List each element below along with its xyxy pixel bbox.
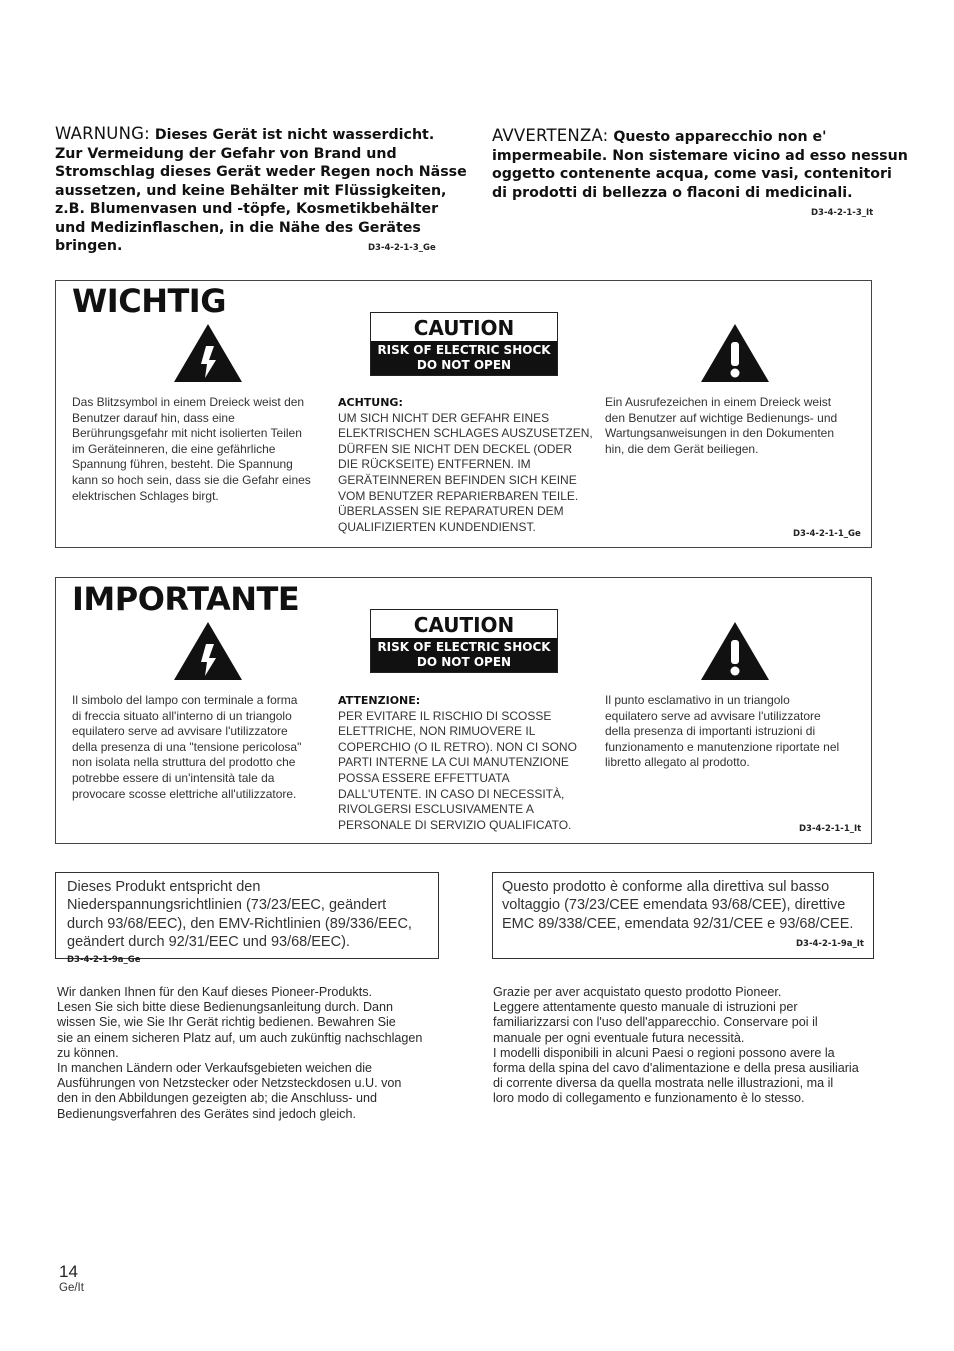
text-line: manuale per ogni eventuale futura necessità. bbox=[493, 1030, 745, 1045]
italian-warning-line: impermeabile. Non sistemare vicino ad esso nessun bbox=[492, 147, 908, 164]
text-line: RIVOLGERSI ESCLUSIVAMENTE A bbox=[338, 802, 534, 817]
exclamation-warning-icon bbox=[699, 322, 771, 384]
german-warning-code: D3-4-2-1-3_Ge bbox=[368, 243, 436, 253]
german-warning-line: und Medizinflaschen, in die Nähe des Gerätes bbox=[55, 219, 421, 236]
text-line: sie an einem sicheren Platz auf, um auch zukünftig nachschlagen bbox=[57, 1030, 423, 1045]
german-warning-line: z.B. Blumenvasen und -töpfe, Kosmetikbehälter bbox=[55, 201, 439, 217]
text-line: Ein Ausrufezeichen in einem Dreieck weist bbox=[605, 395, 832, 409]
italian-conformity-code: D3-4-2-1-9a_It bbox=[796, 939, 864, 949]
text-line: Leggere attentamente questo manuale di istruzioni per bbox=[493, 1000, 798, 1015]
lightning-warning-icon bbox=[172, 620, 244, 682]
wichtig-caution-label bbox=[370, 312, 558, 376]
page-language: Ge/It bbox=[59, 1282, 84, 1294]
text-line: hin, die dem Gerät beiliegen. bbox=[605, 441, 759, 456]
italian-warning-line: oggetto contenente acqua, come vasi, contenitori bbox=[492, 166, 892, 182]
text-line: Questo prodotto è conforme alla direttiva sul basso bbox=[502, 879, 830, 895]
text-line: QUALIFIZIERTEN KUNDENDIENST. bbox=[338, 519, 536, 534]
text-line: Bedienungsverfahren des Gerätes sind jedoch gleich. bbox=[57, 1106, 356, 1121]
text-line: potrebbe essere di un'intensità tale da bbox=[72, 770, 275, 785]
text-line: Niederspannungsrichtlinien (73/23/EEC, geändert bbox=[67, 897, 387, 914]
text-line: DÜRFEN SIE NICHT DEN DECKEL (ODER bbox=[338, 441, 573, 456]
text-line: COPERCHIO (O IL RETRO). NON CI SONO bbox=[338, 739, 577, 754]
german-warning-line: Zur Vermeidung der Gefahr von Brand und bbox=[55, 145, 397, 162]
importante-caution-label bbox=[370, 609, 558, 673]
text-line: ELETTRICHE, NON RIMUOVERE IL bbox=[338, 724, 536, 739]
italian-warning-code: D3-4-2-1-3_It bbox=[811, 208, 874, 218]
caution-line: DO NOT OPEN bbox=[416, 358, 512, 372]
wichtig-code: D3-4-2-1-1_Ge bbox=[793, 529, 861, 539]
lightning-warning-icon bbox=[172, 322, 244, 384]
text-line: familiarizzarsi con l'uso dell'apparecchio. Conservare poi il bbox=[493, 1015, 818, 1030]
text-line: im Geräteinneren, die eine gefährliche bbox=[72, 441, 276, 456]
text-line: PARTI INTERNE LA CUI MANUTENZIONE bbox=[338, 755, 569, 770]
text-line: Wir danken Ihnen für den Kauf dieses Pioneer-Produkts. bbox=[57, 985, 373, 999]
german-warning bbox=[55, 124, 467, 256]
text-line: forma della spina del cavo d'alimentazione e della presa ausiliaria bbox=[493, 1061, 859, 1076]
german-warning-line: Dieses Gerät ist nicht wasserdicht. bbox=[154, 127, 435, 143]
caution-line: RISK OF ELECTRIC SHOCK bbox=[377, 343, 551, 357]
attenzione-heading: ATTENZIONE: bbox=[338, 694, 421, 707]
text-line: voltaggio (73/23/CEE emendata 93/68/CEE), direttive bbox=[502, 897, 846, 914]
text-line: Il simbolo del lampo con terminale a forma bbox=[72, 693, 298, 707]
text-line: Benutzer darauf hin, dass eine bbox=[72, 410, 235, 425]
italian-warning-heading: AVVERTENZA: bbox=[492, 126, 609, 145]
text-line: GERÄTEINNEREN BEFINDEN SICH KEINE bbox=[338, 472, 577, 487]
text-line: kann so hoch sein, dass sie die Gefahr eines bbox=[72, 472, 311, 487]
text-line: di corrente diversa da quella mostrata nelle illustrazioni, ma il bbox=[493, 1076, 834, 1091]
text-line: den in den Abbildungen gezeigten ab; die Anschluss- und bbox=[57, 1091, 377, 1106]
text-line: PERSONALE DI SERVIZIO QUALIFICATO. bbox=[338, 817, 572, 832]
text-line: provocare scosse elettriche all'utilizzatore. bbox=[72, 786, 297, 801]
text-line: Dieses Produkt entspricht den bbox=[67, 879, 261, 895]
caution-subtitle bbox=[371, 638, 557, 672]
wichtig-center-text bbox=[338, 395, 593, 535]
text-line: wissen Sie, wie Sie Ihr Gerät richtig bedienen. Bewahren Sie bbox=[57, 1015, 396, 1030]
italian-conformity-text bbox=[502, 878, 853, 933]
text-line: VOM BENUTZER REPARIERBAREN TEILE. bbox=[338, 488, 579, 503]
german-warning-line: bringen. bbox=[55, 238, 123, 254]
text-line: DIE RÜCKSEITE) ENTFERNEN. IM bbox=[338, 457, 531, 472]
german-intro bbox=[57, 985, 422, 1122]
text-line: Ausführungen von Netzstecker oder Netzsteckdosen u.U. von bbox=[57, 1076, 402, 1091]
text-line: elektrischen Schlages birgt. bbox=[72, 488, 219, 503]
text-line: Lesen Sie sich bitte diese Bedienungsanleitung durch. Dann bbox=[57, 1000, 394, 1015]
italian-intro bbox=[493, 985, 859, 1107]
caution-line: RISK OF ELECTRIC SHOCK bbox=[377, 640, 551, 654]
text-line: libretto allegato al prodotto. bbox=[605, 755, 750, 770]
german-warning-line: aussetzen, und keine Behälter mit Flüssigkeiten, bbox=[55, 182, 447, 199]
text-line: di freccia situato all'interno di un triangolo bbox=[72, 708, 292, 723]
text-line: UM SICH NICHT DER GEFAHR EINES bbox=[338, 410, 550, 425]
text-line: Grazie per aver acquistato questo prodotto Pioneer. bbox=[493, 985, 782, 999]
german-conformity-text bbox=[67, 878, 412, 969]
text-line: Wartungsanweisungen in den Dokumenten bbox=[605, 426, 835, 441]
text-line: den Benutzer auf wichtige Bedienungs- und bbox=[605, 410, 838, 425]
italian-warning-line: di prodotti di bellezza o flaconi di medicinali. bbox=[492, 184, 853, 201]
text-line: equilatero serve ad avvisare l'utilizzatore bbox=[72, 724, 288, 739]
exclamation-warning-icon bbox=[699, 620, 771, 682]
importante-title: IMPORTANTE bbox=[72, 580, 300, 618]
text-line: della presenza di importanti istruzioni di bbox=[605, 724, 816, 739]
importante-left-text bbox=[72, 693, 301, 802]
text-line: loro modo di collegamento e funzionamento è lo stesso. bbox=[493, 1091, 805, 1106]
italian-warning-line: Questo apparecchio non e' bbox=[613, 129, 827, 145]
page-number: 14 bbox=[59, 1262, 78, 1281]
text-line: ÜBERLASSEN SIE REPARATUREN DEM bbox=[338, 504, 564, 519]
text-line: POSSA ESSERE EFFETTUATA bbox=[338, 770, 510, 785]
wichtig-right-text bbox=[605, 395, 837, 457]
text-line: ELEKTRISCHEN SCHLAGES AUSZUSETZEN, bbox=[338, 426, 593, 441]
caution-title: CAUTION bbox=[413, 613, 515, 637]
text-line: Il punto esclamativo in un triangolo bbox=[605, 693, 790, 707]
text-line: Spannung führen, besteht. Die Spannung bbox=[72, 457, 293, 472]
german-conformity-code: D3-4-2-1-9a_Ge bbox=[67, 955, 141, 966]
text-line: della presenza di una "tensione pericolosa" bbox=[72, 739, 302, 754]
text-line: zu können. bbox=[57, 1045, 119, 1060]
wichtig-title: WICHTIG bbox=[72, 282, 226, 320]
text-line: PER EVITARE IL RISCHIO DI SCOSSE bbox=[338, 708, 552, 723]
caution-line: DO NOT OPEN bbox=[416, 655, 512, 669]
text-line: I modelli disponibili in alcuni Paesi o regioni possono avere la bbox=[493, 1045, 835, 1060]
importante-center-text bbox=[338, 693, 577, 833]
wichtig-left-text bbox=[72, 395, 311, 504]
importante-right-text bbox=[605, 693, 839, 771]
text-line: DALL'UTENTE. IN CASO DI NECESSITÀ, bbox=[338, 786, 565, 801]
text-line: Berührungsgefahr mit nicht isolierten Teilen bbox=[72, 426, 302, 441]
text-line: EMC 89/338/CEE, emendata 92/31/CEE e 93/68/CEE. bbox=[502, 915, 854, 932]
text-line: durch 93/68/EEC), den EMV-Richtlinien (89/336/EEC, bbox=[67, 915, 412, 932]
caution-title: CAUTION bbox=[413, 316, 515, 340]
text-line: Das Blitzsymbol in einem Dreieck weist den bbox=[72, 395, 305, 409]
text-line: In manchen Ländern oder Verkaufsgebieten weichen die bbox=[57, 1061, 373, 1076]
german-warning-line: Stromschlag dieses Gerät weder Regen noch Nässe bbox=[55, 164, 467, 180]
caution-subtitle bbox=[371, 341, 557, 375]
text-line: geändert durch 92/31/EEC und 93/68/EEC). bbox=[67, 933, 350, 950]
importante-code: D3-4-2-1-1_It bbox=[799, 824, 862, 834]
german-warning-heading: WARNUNG: bbox=[55, 124, 150, 143]
text-line: funzionamento e manutenzione riportate nel bbox=[605, 739, 840, 754]
text-line: equilatero serve ad avvisare l'utilizzatore bbox=[605, 708, 821, 723]
italian-warning bbox=[492, 126, 908, 202]
achtung-heading: ACHTUNG: bbox=[338, 396, 403, 409]
text-line: non isolata nella struttura del prodotto che bbox=[72, 755, 296, 770]
